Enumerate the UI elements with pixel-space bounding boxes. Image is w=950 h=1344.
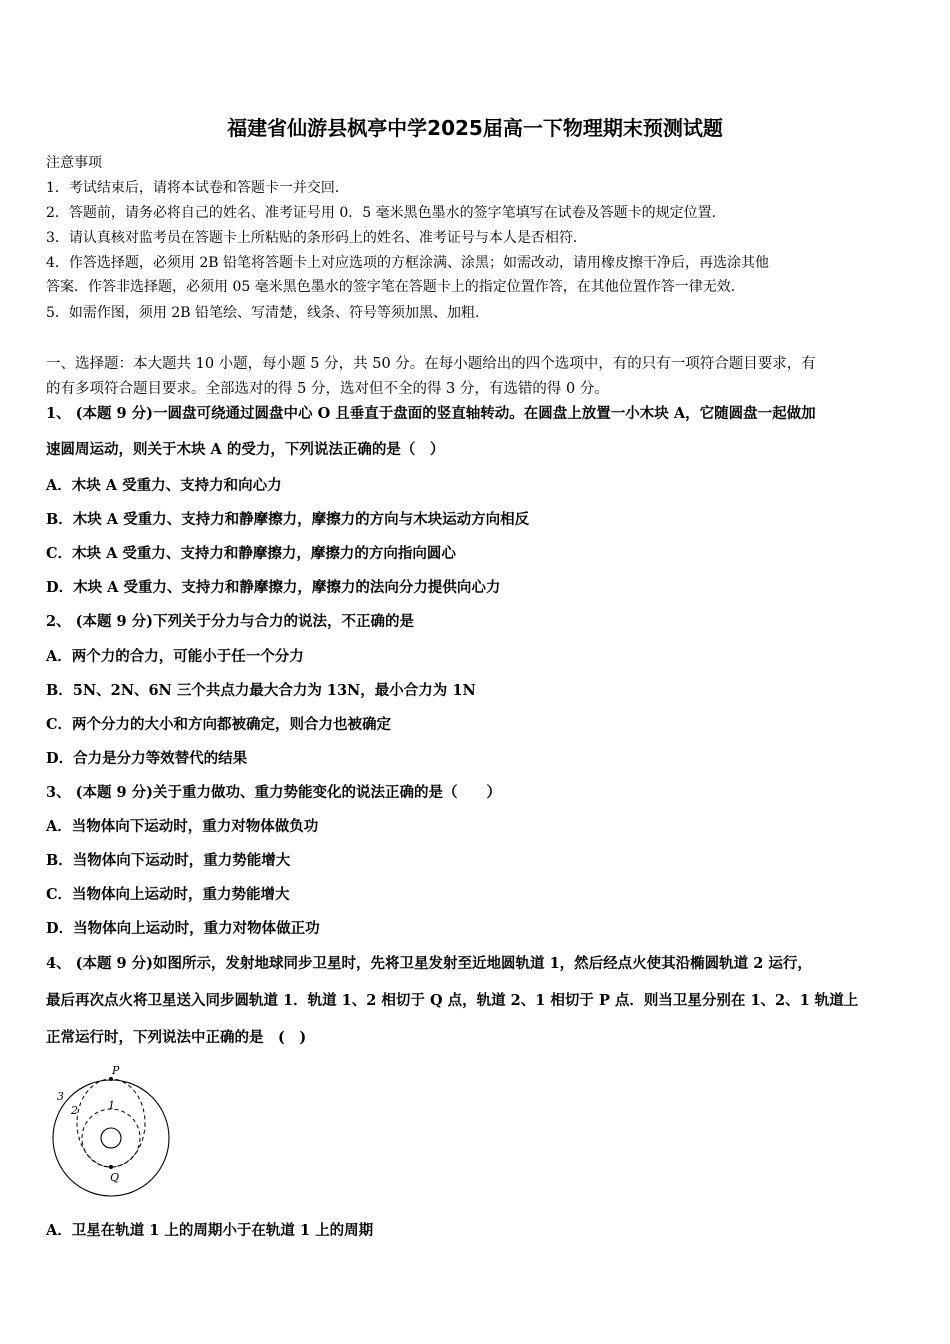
question-1-stem: 速圆周运动，则关于木块 A 的受力，下列说法正确的是（ ） [46, 441, 445, 458]
question-4-option-a: A．卫星在轨道 1 上的周期小于在轨道 1 上的周期 [46, 1222, 374, 1239]
notice-item: 5．如需作图，须用 2B 铅笔绘、写清楚，线条、符号等须加黑、加粗． [46, 305, 490, 321]
label-p: P [112, 1064, 120, 1077]
question-4-stem: 最后再次点火将卫星送入同步圆轨道 1．轨道 1、2 相切于 Q 点，轨道 2、1 相切于 P 点．则当卫星分别在 1、2、1 轨道上 [46, 992, 859, 1009]
question-3-stem: 3、 (本题 9 分)关于重力做功、重力势能变化的说法正确的是（ ） [46, 784, 502, 801]
orbit-diagram [46, 1062, 176, 1202]
question-3-option-d: D．当物体向上运动时，重力对物体做正功 [46, 920, 320, 937]
label-orbit-2: 2 [71, 1104, 78, 1117]
section-heading-line: 一、选择题：本大题共 10 小题，每小题 5 分，共 50 分。在每小题给出的四个选项中，有的只有一项符合题目要求，有 [46, 356, 816, 372]
label-orbit-3: 3 [57, 1090, 64, 1103]
point-p-dot [109, 1077, 113, 1081]
label-orbit-1: 1 [108, 1099, 115, 1112]
question-1-option-d: D．木块 A 受重力、支持力和静摩擦力，摩擦力的法向分力提供向心力 [46, 579, 501, 596]
page-title: 福建省仙游县枫亭中学2025届高一下物理期末预测试题 [227, 116, 723, 140]
question-3-option-c: C．当物体向上运动时，重力势能增大 [46, 886, 290, 903]
question-4-stem: 正常运行时，下列说法中正确的是 ( ) [46, 1029, 307, 1046]
notice-item: 3．请认真核对监考员在答题卡上所粘贴的条形码上的姓名、准考证号与本人是否相符． [46, 230, 587, 246]
question-2-option-c: C．两个分力的大小和方向都被确定，则合力也被确定 [46, 716, 392, 733]
question-2-option-d: D．合力是分力等效替代的结果 [46, 750, 248, 767]
question-2-option-a: A．两个力的合力，可能小于任一个分力 [46, 648, 304, 665]
question-3-option-a: A．当物体向下运动时，重力对物体做负功 [46, 818, 319, 835]
question-2-stem: 2、 (本题 9 分)下列关于分力与合力的说法，不正确的是 [46, 613, 415, 630]
question-1-option-c: C．木块 A 受重力、支持力和静摩擦力，摩擦力的方向指向圆心 [46, 545, 456, 562]
notice-item: 2．答题前，请务必将自己的姓名、准考证号用 0．5 毫米黑色墨水的签字笔填写在试卷及答题卡的规定位置． [46, 205, 726, 221]
question-4-stem: 4、 (本题 9 分)如图所示，发射地球同步卫星时，先将卫星发射至近地圆轨道 1，然后经点火使其沿椭圆轨道 2 运行， [46, 955, 812, 972]
question-3-option-b: B．当物体向下运动时，重力势能增大 [46, 852, 291, 869]
question-2-option-b: B．5N、2N、6N 三个共点力最大合力为 13N，最小合力为 1N [46, 682, 476, 699]
section-heading-line: 的有多项符合题目要求。全部选对的得 5 分，选对但不全的得 3 分，有选错的得 0 分。 [46, 381, 609, 397]
label-q: Q [110, 1171, 120, 1184]
question-1-option-a: A．木块 A 受重力、支持力和向心力 [46, 477, 282, 494]
notice-item: 1．考试结束后，请将本试卷和答题卡一并交回． [46, 180, 349, 196]
earth-circle [101, 1128, 121, 1148]
notice-item: 4．作答选择题，必须用 2B 铅笔将答题卡上对应选项的方框涂满、涂黑；如需改动，请用橡皮擦干净后，再选涂其他 [46, 255, 769, 271]
question-1-option-b: B．木块 A 受重力、支持力和静摩擦力，摩擦力的方向与木块运动方向相反 [46, 511, 530, 528]
notice-heading: 注意事项 [46, 155, 102, 171]
question-1-stem: 1、 (本题 9 分)一圆盘可绕通过圆盘中心 O 且垂直于盘面的竖直轴转动。在圆盘上放置一小木块 A，它随圆盘一起做加 [46, 405, 816, 422]
notice-item: 答案．作答非选择题，必须用 05 毫米黑色墨水的签字笔在答题卡上的指定位置作答，在其他位置作答一律无效． [46, 279, 745, 295]
point-q-dot [109, 1165, 113, 1169]
orbit-diagram-svg [46, 1062, 176, 1202]
